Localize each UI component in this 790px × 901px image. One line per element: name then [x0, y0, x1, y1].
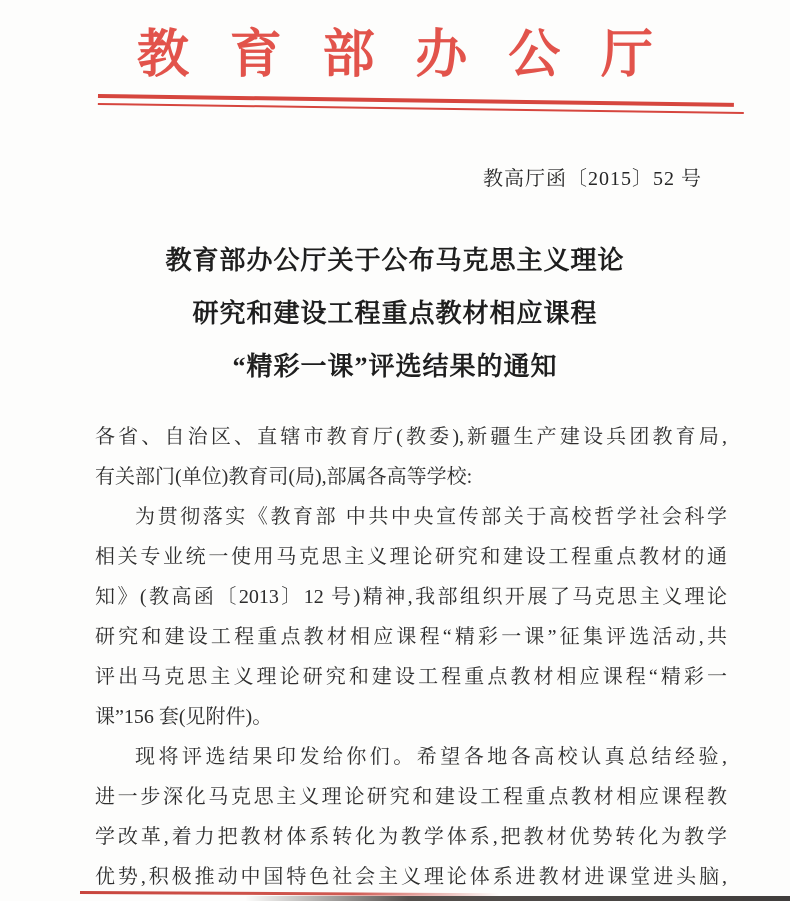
agency-character: 厅: [600, 27, 653, 84]
masthead-double-rule: [98, 94, 734, 114]
document-body: [95, 417, 727, 897]
agency-character: 教: [137, 27, 190, 84]
scan-edge-shadow: [245, 896, 790, 901]
agency-character: 部: [322, 27, 375, 84]
body-line: 相关专业统一使用马克思主义理论研究和建设工程重点教材的通: [95, 546, 727, 568]
body-line: 现将评选结果印发给你们。希望各地各高校认真总结经验,: [135, 746, 727, 768]
document-title-line-2: 研究和建设工程重点教材相应课程: [192, 299, 598, 328]
body-line: 各省、自治区、直辖市教育厅(教委),新疆生产建设兵团教育局,: [95, 426, 727, 448]
body-line: 课”156 套(见附件)。: [95, 706, 273, 728]
body-line: 学改革,着力把教材体系转化为教学体系,把教材优势转化为教学: [95, 826, 727, 848]
agency-character: 育: [229, 27, 282, 84]
agency-name: [137, 26, 653, 86]
agency-character: 办: [415, 27, 468, 84]
agency-character: 公: [508, 27, 561, 84]
document-title: [0, 234, 790, 393]
body-line: 优势,积极推动中国特色社会主义理论体系进教材进课堂进头脑,: [95, 866, 727, 888]
body-line: 知》(教高函〔2013〕12 号)精神,我部组织开展了马克思主义理论: [95, 586, 727, 608]
document-title-line-3: “精彩一课”评选结果的通知: [232, 352, 558, 381]
body-line: 为贯彻落实《教育部 中共中央宣传部关于高校哲学社会科学: [135, 506, 727, 528]
body-line: 有关部门(单位)教育司(局),部属各高等学校:: [95, 466, 473, 488]
body-line: 评出马克思主义理论研究和建设工程重点教材相应课程“精彩一: [95, 666, 727, 688]
document-number: 教高厅函〔2015〕52 号: [483, 168, 702, 190]
body-line: 研究和建设工程重点教材相应课程“精彩一课”征集评选活动,共: [95, 626, 727, 648]
document-title-line-1: 教育部办公厅关于公布马克思主义理论: [165, 246, 625, 275]
body-line: 进一步深化马克思主义理论研究和建设工程重点教材相应课程教: [95, 786, 727, 808]
